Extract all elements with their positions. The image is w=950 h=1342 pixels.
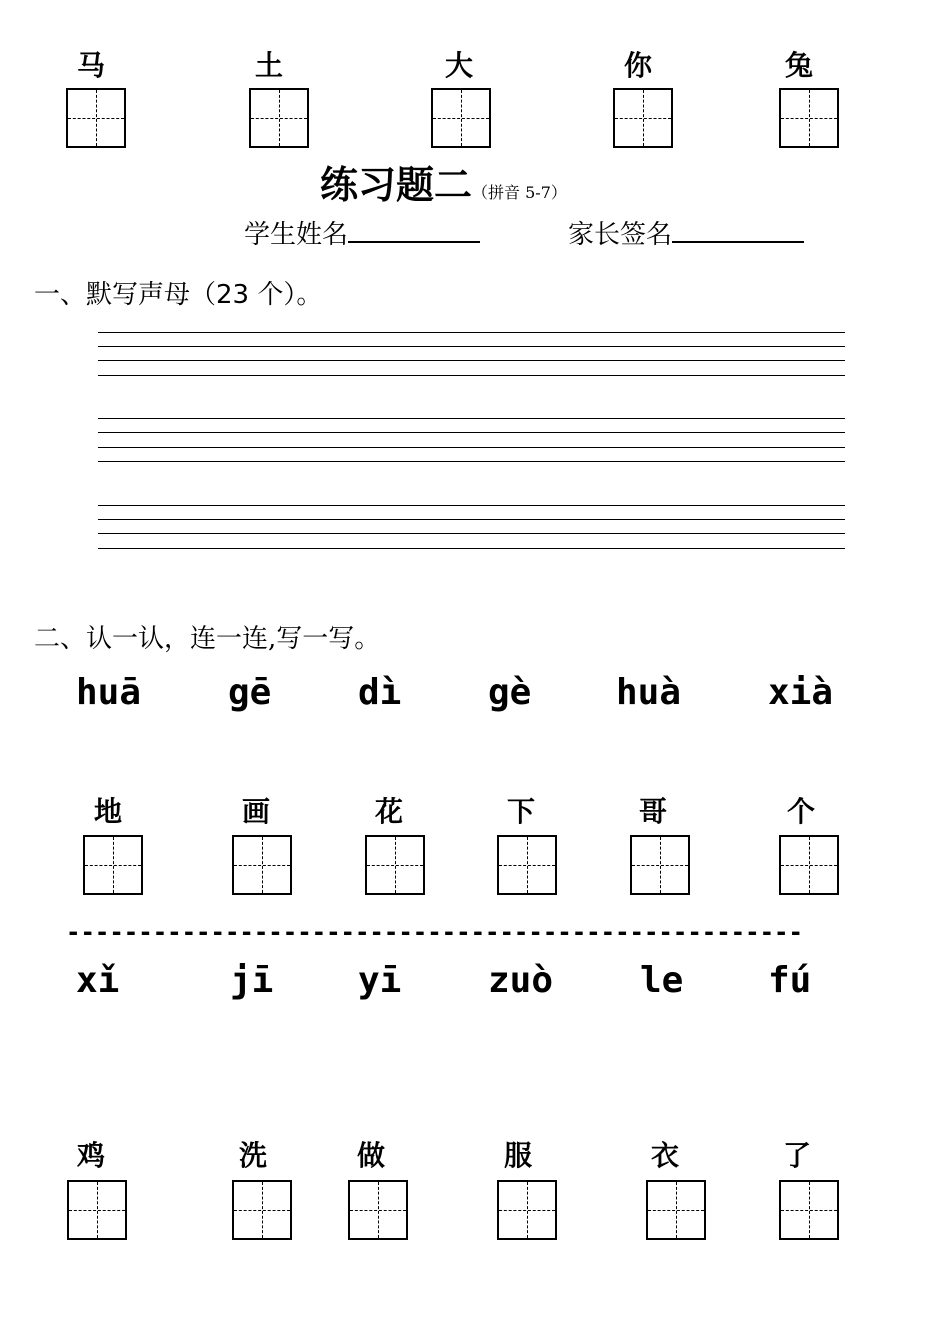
writing-grid-box[interactable]	[232, 835, 292, 895]
writing-line	[98, 360, 845, 361]
pinyin-item[interactable]: huà	[616, 672, 682, 713]
dashed-divider: ---------------------------------------------------	[66, 922, 803, 942]
writing-line	[98, 375, 845, 376]
top-character: 你	[623, 49, 652, 82]
student-name-label: 学生姓名	[244, 220, 349, 250]
writing-line	[98, 461, 845, 462]
writing-grid-box[interactable]	[431, 88, 491, 148]
writing-line	[98, 505, 845, 506]
pinyin-item[interactable]: le	[640, 960, 684, 1001]
writing-line	[98, 447, 845, 448]
parent-signature-label: 家长签名	[568, 220, 673, 250]
writing-line	[98, 519, 845, 520]
writing-grid-box[interactable]	[66, 88, 126, 148]
section1-heading: 一、默写声母（23 个）。	[34, 280, 323, 310]
match-character[interactable]: 洗	[238, 1139, 267, 1172]
match-character[interactable]: 做	[356, 1139, 385, 1172]
writing-grid-box[interactable]	[348, 1180, 408, 1240]
writing-grid-box[interactable]	[67, 1180, 127, 1240]
match-character[interactable]: 服	[503, 1139, 532, 1172]
writing-grid-box[interactable]	[613, 88, 673, 148]
writing-line	[98, 332, 845, 333]
writing-grid-box[interactable]	[646, 1180, 706, 1240]
pinyin-item[interactable]: fú	[768, 960, 812, 1001]
match-character[interactable]: 哥	[638, 795, 667, 828]
match-character[interactable]: 鸡	[76, 1139, 105, 1172]
worksheet-subtitle: （拼音 5-7）	[472, 183, 567, 202]
pinyin-item[interactable]: xǐ	[76, 960, 120, 1001]
writing-grid-box[interactable]	[232, 1180, 292, 1240]
worksheet-title: 练习题二	[320, 163, 473, 207]
writing-grid-box[interactable]	[497, 835, 557, 895]
match-character[interactable]: 地	[93, 795, 122, 828]
match-character[interactable]: 衣	[650, 1139, 679, 1172]
writing-grid-box[interactable]	[249, 88, 309, 148]
writing-line	[98, 548, 845, 549]
writing-grid-box[interactable]	[83, 835, 143, 895]
section2-heading: 二、认一认，连一连,写一写。	[34, 624, 381, 654]
writing-grid-box[interactable]	[779, 1180, 839, 1240]
match-character[interactable]: 下	[506, 795, 535, 828]
writing-line	[98, 432, 845, 433]
match-character[interactable]: 画	[241, 795, 270, 828]
writing-line	[98, 418, 845, 419]
top-character: 兔	[784, 49, 813, 82]
pinyin-item[interactable]: zuò	[488, 960, 554, 1001]
pinyin-item[interactable]: huā	[76, 672, 142, 713]
pinyin-item[interactable]: gè	[488, 672, 532, 713]
writing-grid-box[interactable]	[497, 1180, 557, 1240]
match-character[interactable]: 了	[782, 1139, 811, 1172]
top-character: 大	[444, 49, 473, 82]
pinyin-item[interactable]: jī	[230, 960, 274, 1001]
student-name-field[interactable]	[244, 214, 480, 251]
pinyin-item[interactable]: gē	[228, 672, 272, 713]
pinyin-item[interactable]: yī	[358, 960, 402, 1001]
pinyin-item[interactable]: dì	[358, 672, 402, 713]
pinyin-item[interactable]: xià	[768, 672, 834, 713]
top-character: 马	[76, 49, 105, 82]
writing-grid-box[interactable]	[779, 88, 839, 148]
writing-line	[98, 346, 845, 347]
parent-signature-blank[interactable]	[672, 219, 804, 243]
top-character: 土	[254, 49, 283, 82]
match-character[interactable]: 个	[786, 795, 815, 828]
match-character[interactable]: 花	[374, 795, 403, 828]
worksheet-title-block	[320, 154, 567, 209]
writing-grid-box[interactable]	[365, 835, 425, 895]
writing-grid-box[interactable]	[630, 835, 690, 895]
parent-signature-field[interactable]	[568, 214, 804, 251]
student-name-blank[interactable]	[348, 219, 480, 243]
writing-line	[98, 533, 845, 534]
writing-grid-box[interactable]	[779, 835, 839, 895]
